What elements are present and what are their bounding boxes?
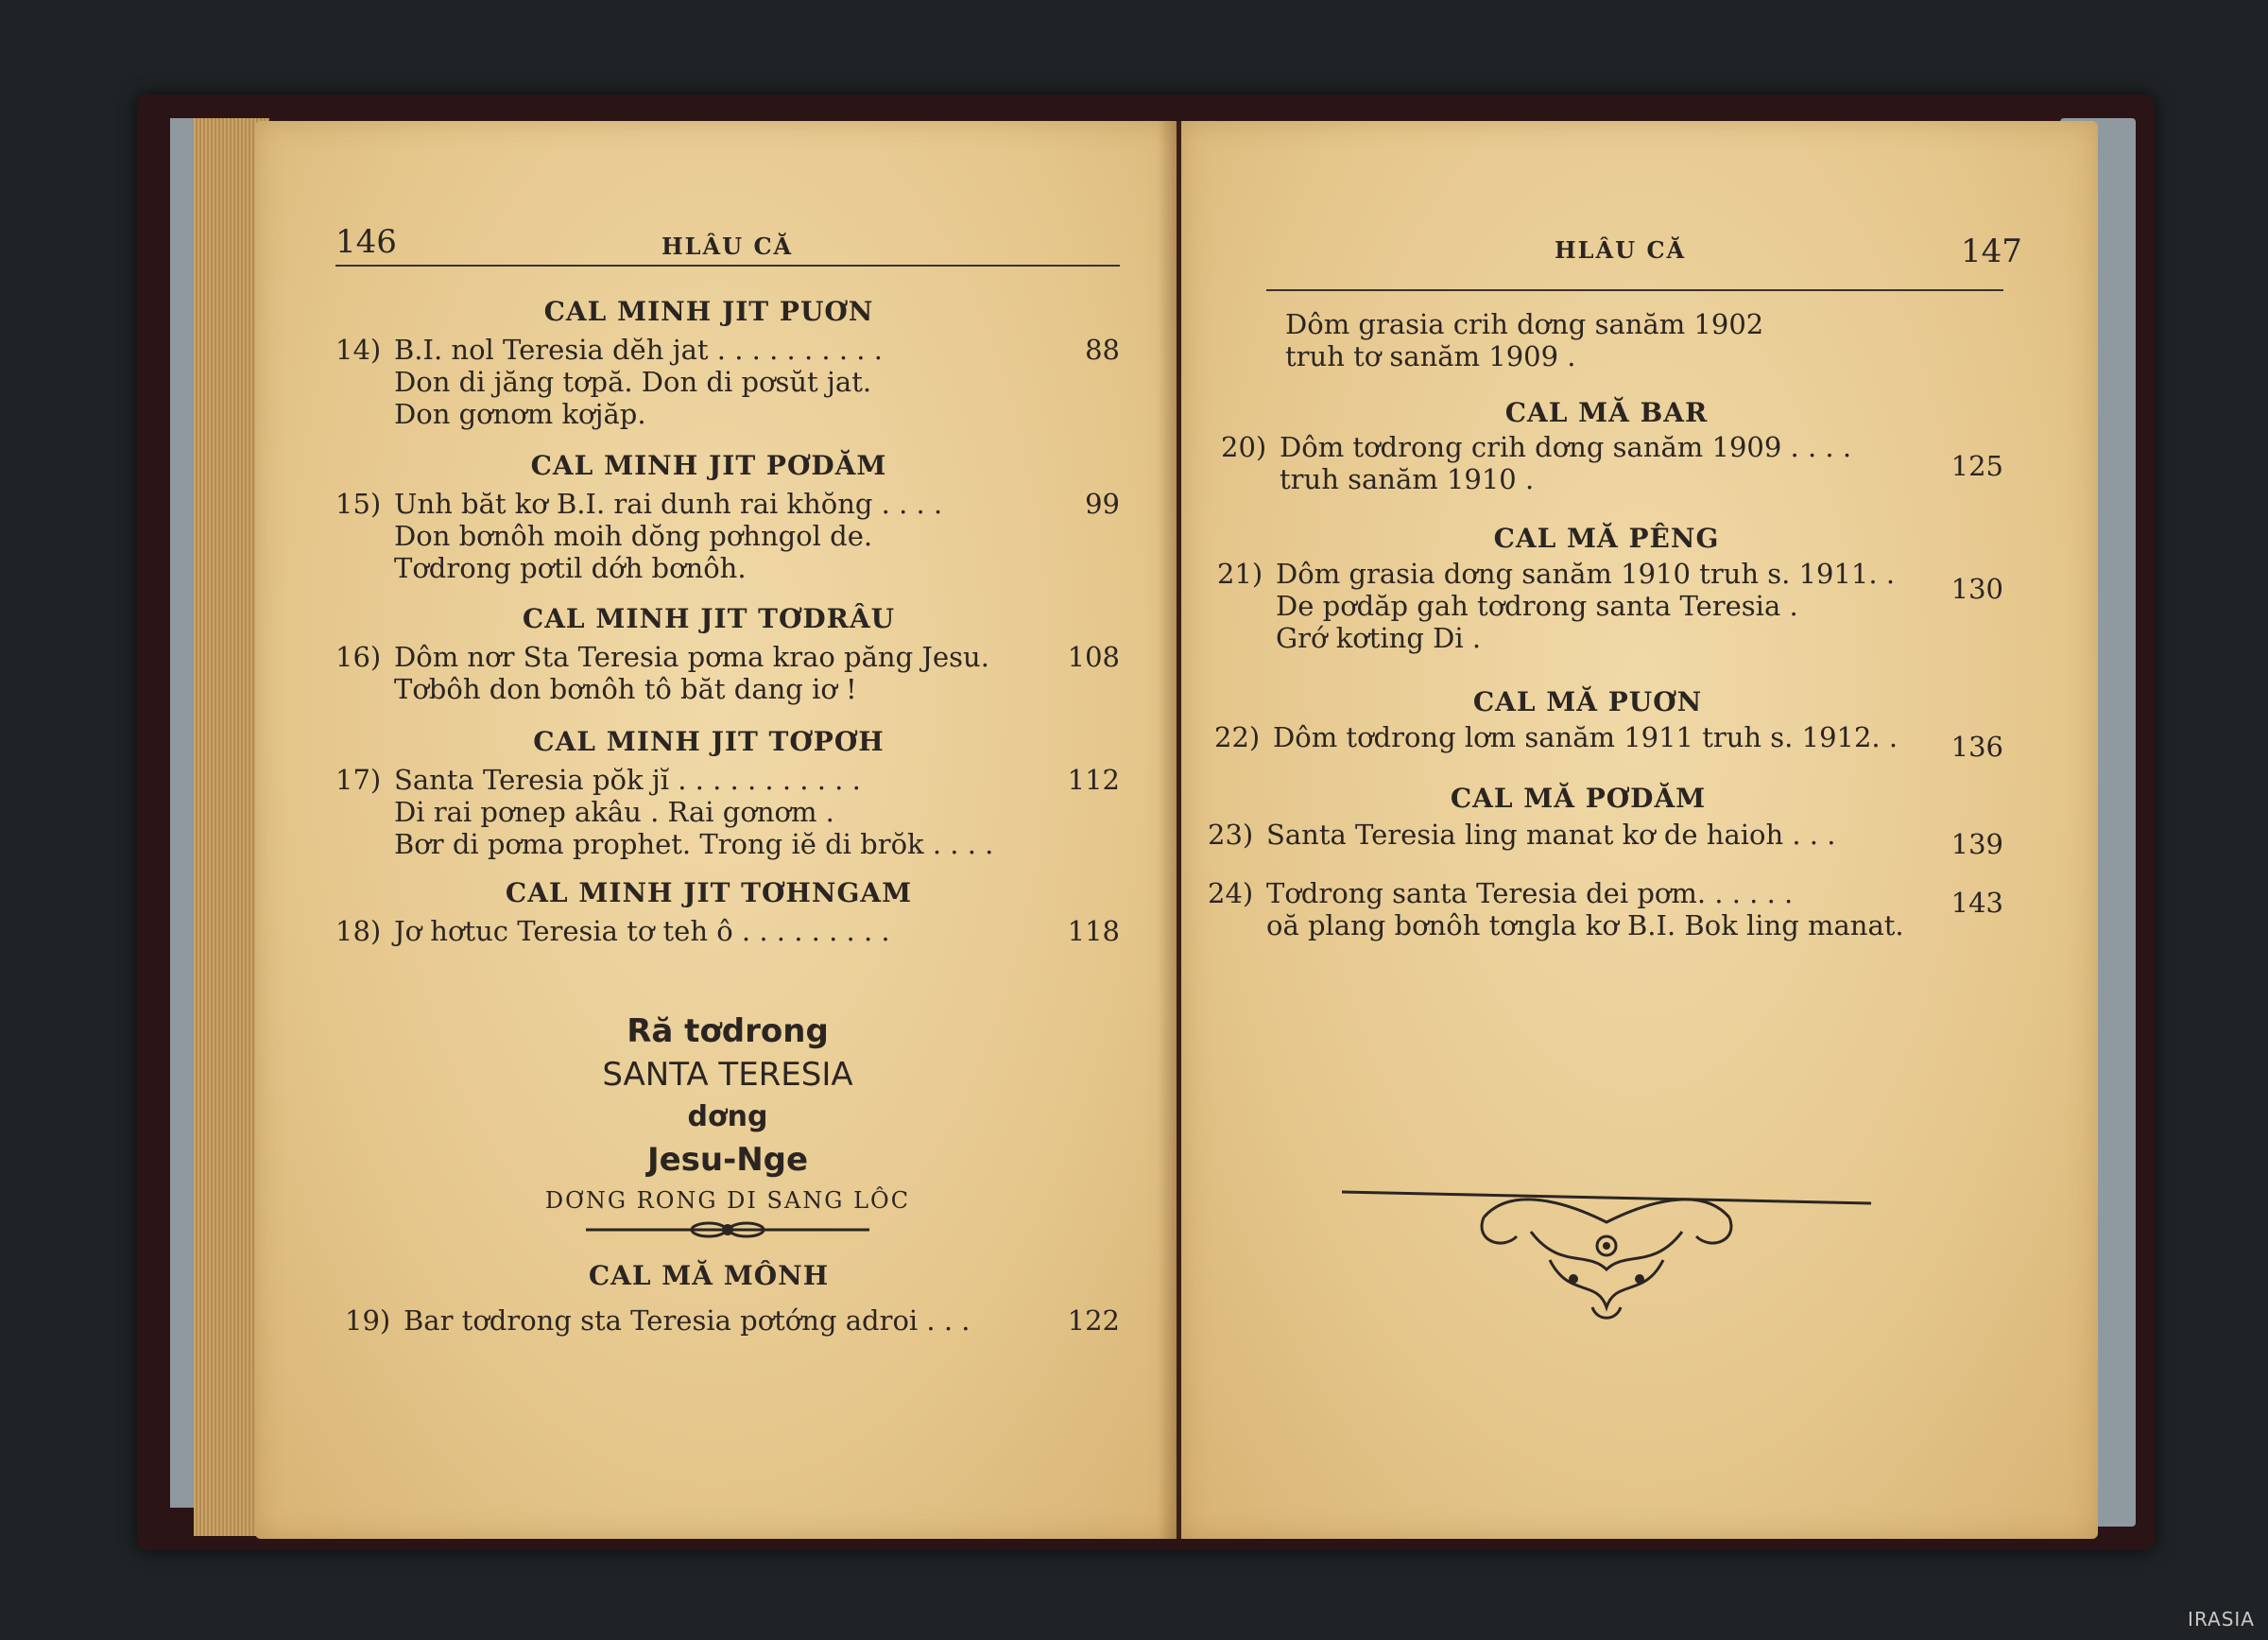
entry-line: Di rai pơnep akâu . Rai gơnơm . [394,796,834,828]
entry-text [394,488,942,584]
entry-number: 22) [1214,721,1261,753]
running-head: HLÂU CĂ [662,233,794,260]
entry-line: Tơdrong pơtil dớh bơnôh. [394,552,747,584]
entry-line: Dôm tơdrong crih dơng sanăm 1909 . . . . [1280,431,1852,463]
entry-number: 15) [335,488,382,520]
running-head: HLÂU CĂ [1555,236,1687,264]
entry-line: truh sanăm 1910 . [1280,463,1535,495]
entry-number: 17) [335,764,382,796]
entry-line: Dôm grasia dơng sanăm 1910 truh s. 1911. . [1276,558,1896,590]
part-title-block [482,1010,973,1219]
entry-line: Dôm tơdrong lơm sanăm 1911 truh s. 1912. . [1273,721,1899,753]
entry-number: 24) [1208,877,1254,909]
left-page [255,121,1177,1539]
entry-text [1280,431,1851,495]
toc-entry[interactable] [345,1304,1120,1342]
entry-number: 16) [335,641,382,673]
entry-line: De pơdăp gah tơdrong santa Teresia . [1276,590,1798,622]
entry-line: oă plang bơnôh tơngla kơ B.I. Bok ling manat. [1266,909,1904,941]
entry-page: 143 [1950,887,2003,919]
intro-text [1285,308,2003,376]
toc-entry[interactable] [1208,877,2003,945]
entry-line: Santa Teresia pŏk jĭ . . . . . . . . . . . [394,764,861,796]
entry-text [394,915,890,947]
entry-text [1266,819,1835,851]
entry-number: 18) [335,915,382,947]
ornament-divider-small [586,1216,869,1244]
ornament-vignette [1342,1165,1871,1326]
intro-line: Dôm grasia crih dơng sanăm 1902 [1285,308,1764,340]
entry-page: 125 [1950,450,2003,482]
title-line: Ră tơdrong [627,1012,829,1050]
entry-page: 88 [1085,334,1120,366]
toc-entry[interactable] [335,764,1120,868]
title-line: SANTA TERESIA [602,1056,853,1094]
watermark: IRASIA [2188,1608,2255,1631]
entry-text [1266,877,1904,941]
entry-line: Tơbôh don bơnôh tô băt dang iơ ! [394,673,857,705]
entry-page: 99 [1085,488,1120,520]
header-rule [1266,289,2003,291]
header-rule [335,265,1120,267]
entry-line: Bar tơdrong sta Teresia pơtớng adroi . . . [404,1304,971,1337]
entry-line: Bơr di pơma prophet. Trong iĕ di brŏk . . . . [394,828,994,860]
section-heading: CAL MINH JIT TƠDRÂU [522,603,896,634]
entry-number: 14) [335,334,382,366]
toc-entry[interactable] [1208,819,2003,860]
entry-line: Unh băt kơ B.I. rai dunh rai khŏng . . . . [394,488,943,520]
entry-number: 21) [1217,558,1263,590]
toc-entry[interactable] [1217,558,2003,662]
entry-page: 118 [1067,915,1120,947]
page-number: 146 [335,223,397,261]
right-page [1181,121,2098,1539]
section-heading: CAL MINH JIT TƠHNGAM [505,877,913,908]
section-heading: CAL MĂ BAR [1504,397,1709,428]
entry-page: 108 [1067,641,1120,673]
title-line: Jesu-Nge [646,1141,809,1179]
entry-number: 19) [345,1304,391,1337]
entry-line: Tơdrong santa Teresia dei pơm. . . . . . [1266,877,1794,909]
entry-line: Don bơnôh moih dŏng pơhngol de. [394,520,873,552]
entry-page: 112 [1067,764,1120,796]
entry-line: Don gơnơm kơjăp. [394,398,646,430]
entry-page: 122 [1067,1304,1120,1337]
entry-text [394,641,989,705]
section-heading: CAL MINH JIT PƠDĂM [530,450,887,481]
section-heading: CAL MINH JIT PUƠN [543,296,874,327]
toc-entry[interactable] [335,488,1120,592]
intro-line: truh tơ sanăm 1909 . [1285,340,1576,372]
toc-entry[interactable] [335,915,1120,953]
toc-entry[interactable] [335,334,1120,438]
entry-number: 20) [1221,431,1267,463]
section-heading: CAL MINH JIT TƠPƠH [533,726,885,757]
entry-page: 139 [1950,828,2003,860]
toc-entry[interactable] [1214,721,2003,763]
toc-entry[interactable] [335,641,1120,713]
entry-line: Don di jăng tơpă. Don di pơsŭt jat. [394,366,872,398]
entry-text [404,1304,970,1337]
section-heading: CAL MĂ PƠDĂM [1450,783,1707,814]
entry-line: Jơ hơtuc Teresia tơ teh ô . . . . . . . . . [394,915,890,947]
entry-page: 130 [1950,573,2003,605]
entry-text [394,334,883,430]
entry-number: 23) [1208,819,1254,851]
entry-line: B.I. nol Teresia dĕh jat . . . . . . . . . . [394,334,883,366]
entry-text [394,764,993,860]
section-heading: CAL MĂ PUƠN [1472,686,1703,717]
title-line: DƠNG RONG DI SANG LÔC [544,1187,911,1214]
title-line: dơng [687,1100,768,1133]
entry-line: Dôm nơr Sta Teresia pơma krao păng Jesu. [394,641,989,673]
entry-line: Santa Teresia ling manat kơ de haioh . . . [1266,819,1836,851]
toc-entry[interactable] [1221,431,2003,499]
entry-text [1273,721,1898,753]
entry-line: Grớ kơting Di . [1276,622,1482,654]
page-number: 147 [1961,233,2022,270]
entry-page: 136 [1950,731,2003,763]
section-heading: CAL MĂ PÊNG [1493,523,1720,554]
entry-text [1276,558,1895,654]
section-heading: CAL MĂ MÔNH [588,1260,830,1291]
